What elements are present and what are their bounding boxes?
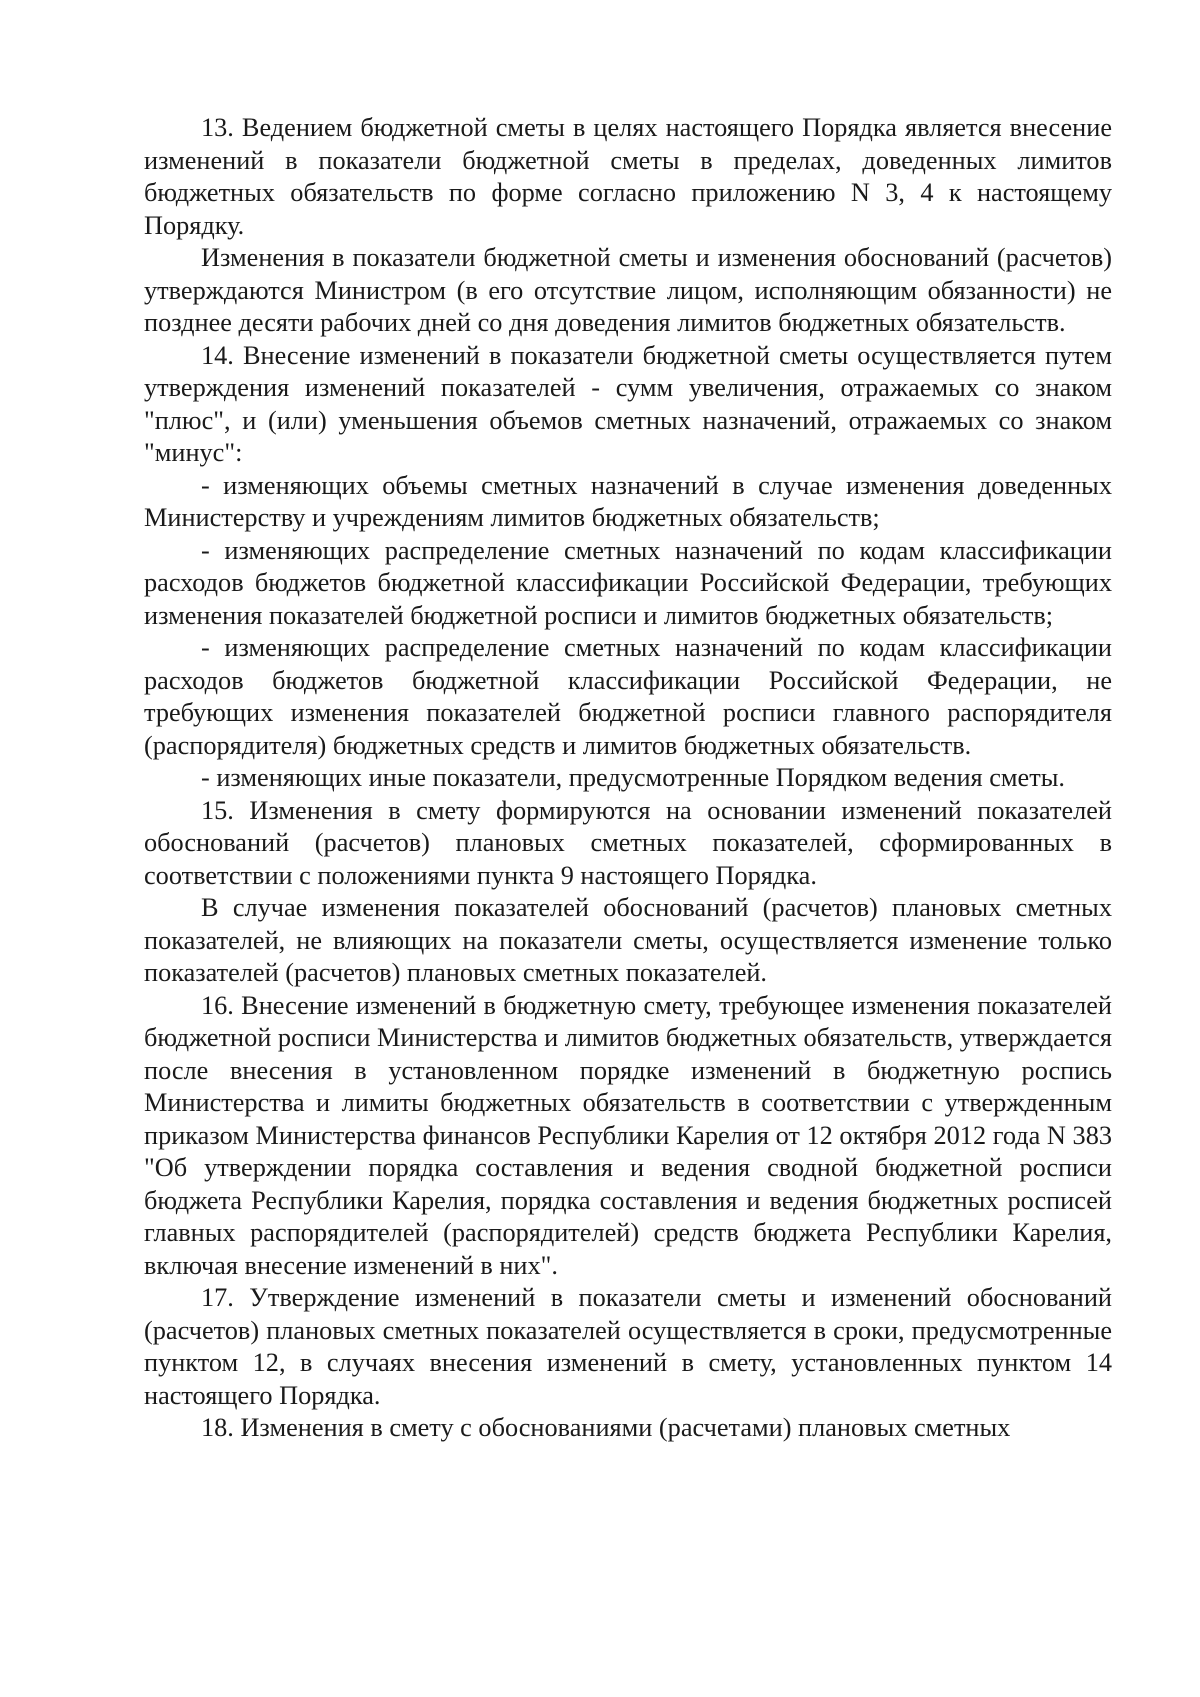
- list-item: - изменяющих распределение сметных назначений по кодам классификации расходов бюджетов бюджетной классификации Российской Федерации, требующих изменения показателей бюджетной росписи и лимитов бюджетных обязательств;: [144, 535, 1112, 630]
- paragraph-15: 15. Изменения в смету формируются на основании изменений показателей обоснований (расчетов) плановых сметных показателей, сформированных в соответствии с положениями пункта 9 настоящего Порядка.: [144, 795, 1112, 890]
- list-item: - изменяющих распределение сметных назначений по кодам классификации расходов бюджетов бюджетной классификации Российской Федерации, не требующих изменения показателей бюджетной росписи главного распорядителя (распорядителя) бюджетных средств и лимитов бюджетных обязательств.: [144, 633, 1112, 760]
- paragraph-13: 13. Ведением бюджетной сметы в целях настоящего Порядка является внесение изменений в показатели бюджетной сметы в пределах, доведенных лимитов бюджетных обязательств по форме согласно приложению N 3, 4 к настоящему Порядку.: [144, 113, 1112, 240]
- paragraph-15-note: В случае изменения показателей обоснований (расчетов) плановых сметных показателей, не влияющих на показатели сметы, осуществляется изменение только показателей (расчетов) плановых сметных показателей.: [144, 893, 1112, 987]
- paragraph-18: 18. Изменения в смету с обоснованиями (расчетами) плановых сметных: [201, 1413, 1011, 1442]
- list-item: - изменяющих объемы сметных назначений в случае изменения доведенных Министерству и учреждениям лимитов бюджетных обязательств;: [144, 470, 1112, 532]
- paragraph-13-approval: Изменения в показатели бюджетной сметы и изменения обоснований (расчетов) утверждаются Министром (в его отсутствие лицом, исполняющим обязанности) не позднее десяти рабочих дней со дня доведения лимитов бюджетных обязательств.: [144, 243, 1112, 337]
- paragraph-16: 16. Внесение изменений в бюджетную смету, требующее изменения показателей бюджетной росписи Министерства и лимитов бюджетных обязательств, утверждается после внесения в установленном порядке изменений в бюджетную роспись Министерства и лимиты бюджетных обязательств в соответствии с утвержденным приказом Министерства финансов Республики Карелия от 12 октября 2012 года N 383 "Об утверждении порядка составления и ведения сводной бюджетной росписи бюджета Республики Карелия, порядка составления и ведения бюджетных росписей главных распорядителей (распорядителей) средств бюджета Республики Карелия, включая внесение изменений в них".: [144, 990, 1112, 1280]
- paragraph-14: 14. Внесение изменений в показатели бюджетной сметы осуществляется путем утверждения изменений показателей - сумм увеличения, отражаемых со знаком "плюс", и (или) уменьшения объемов сметных назначений, отражаемых со знаком "минус":: [144, 340, 1112, 467]
- paragraph-17: 17. Утверждение изменений в показатели сметы и изменений обоснований (расчетов) плановых сметных показателей осуществляется в сроки, предусмотренные пунктом 12, в случаях внесения изменений в смету, установленных пунктом 14 настоящего Порядка.: [144, 1283, 1112, 1410]
- list-item: - изменяющих иные показатели, предусмотренные Порядком ведения сметы.: [201, 763, 1065, 792]
- document-body: [144, 112, 1112, 1445]
